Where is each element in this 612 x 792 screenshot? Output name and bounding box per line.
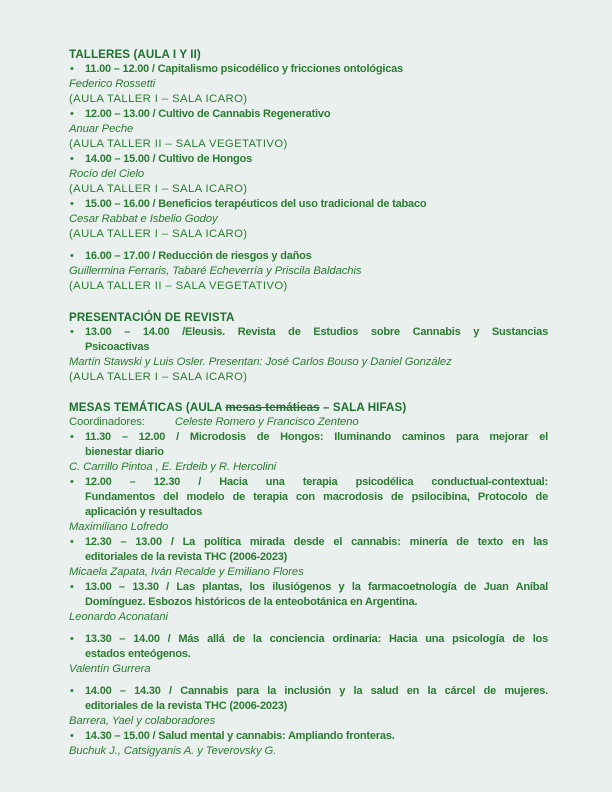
bullet-icon — [70, 535, 74, 550]
event-line: Fundamentos del modelo de terapia con macrodosis de psilocibina, Protocolo de — [85, 491, 548, 503]
event-taller-3 — [69, 152, 548, 197]
event-line: 11.30 – 12.00 / Microdosis de Hongos: Iluminando caminos para mejorar el — [85, 431, 548, 443]
event-mesa-3 — [69, 535, 548, 580]
event-line: editoriales de la revista THC (2006-2023) — [85, 551, 288, 563]
event-line: 14.00 – 14.30 / Cannabis para la inclusión y la salud en la cárcel de mujeres. — [85, 685, 548, 697]
section-mesas — [69, 400, 548, 759]
speaker-line: Anuar Peche — [69, 123, 134, 135]
speaker-line: Martín Stawski y Luis Osler. Presentan: José Carlos Bouso y Daniel González — [69, 356, 452, 368]
bullet-icon — [70, 107, 74, 122]
section-heading-mesas — [69, 400, 548, 415]
event-time-title — [69, 430, 548, 460]
heading-prefix: MESAS TEMÁTICAS (AULA — [69, 401, 226, 414]
speaker-line: Buchuk J., Catsigyanis A. y Teverovsky G. — [69, 745, 277, 757]
coordinators-line — [69, 415, 548, 430]
event-time-title — [69, 325, 548, 355]
event-line: 11.00 – 12.00 / Capitalismo psicodélico y fricciones ontológicas — [85, 63, 403, 75]
speaker-line: Federico Rossetti — [69, 78, 156, 90]
venue-line: (AULA TALLER I – SALA ICARO) — [69, 93, 248, 105]
event-line: aplicación y resultados — [85, 506, 203, 518]
bullet-icon — [70, 580, 74, 595]
event-time-title — [69, 475, 548, 520]
event-mesa-1 — [69, 430, 548, 475]
section-heading-talleres: TALLERES (AULA I Y II) — [69, 48, 201, 61]
event-line: editoriales de la revista THC (2006-2023) — [85, 700, 288, 712]
event-line: 12.00 – 12.30 / Hacia una terapia psicodélica conductual-contextual: — [85, 476, 548, 488]
section-heading-presentacion: PRESENTACIÓN DE REVISTA — [69, 311, 235, 324]
event-taller-1 — [69, 62, 548, 107]
event-time-title — [69, 249, 548, 264]
speaker-line: Barrera, Yael y colaboradores — [69, 715, 216, 727]
speaker-line: Micaela Zapata, Iván Recalde y Emiliano Flores — [69, 566, 304, 578]
speaker-line: Valentín Gurrera — [69, 663, 151, 675]
venue-line: (AULA TALLER I – SALA ICARO) — [69, 228, 248, 240]
event-taller-4 — [69, 197, 548, 242]
bullet-icon — [70, 197, 74, 212]
speaker-line: Cesar Rabbat e Isbelio Godoy — [69, 213, 218, 225]
event-time-title — [69, 62, 548, 77]
speaker-line: Guillermina Ferraris, Tabaré Echeverría y Priscila Baldachis — [69, 265, 362, 277]
event-line: 13.30 – 14.00 / Más allá de la conciencia ordinaria: Hacia una psicología de los — [85, 633, 548, 645]
event-line: 16.00 – 17.00 / Reducción de riesgos y daños — [85, 250, 312, 262]
venue-line: (AULA TALLER II – SALA VEGETATIVO) — [69, 280, 288, 292]
bullet-icon — [70, 325, 74, 340]
event-mesa-2 — [69, 475, 548, 535]
event-taller-5 — [69, 249, 548, 294]
event-time-title — [69, 107, 548, 122]
event-line: estados enteógenos. — [85, 648, 191, 660]
bullet-icon — [70, 152, 74, 167]
event-line: 13.00 – 13.30 / Las plantas, los ilusiógenos y la farmacoetnología de Juan Aníbal — [85, 581, 548, 593]
event-line: 14.30 – 15.00 / Salud mental y cannabis: Ampliando fronteras. — [85, 730, 395, 742]
coordinators-names: Celeste Romero y Francisco Zenteno — [174, 416, 359, 428]
event-mesa-6 — [69, 684, 548, 729]
section-talleres — [69, 47, 548, 294]
event-time-title — [69, 580, 548, 610]
bullet-icon — [70, 684, 74, 699]
event-line: 13.00 – 14.00 /Eleusis. Revista de Estudios sobre Cannabis y Sustancias — [85, 326, 548, 338]
speaker-line: Rocío del Cielo — [69, 168, 145, 180]
event-time-title — [69, 684, 548, 714]
bullet-icon — [70, 430, 74, 445]
event-line: 12.00 – 13.00 / Cultivo de Cannabis Regenerativo — [85, 108, 331, 120]
speaker-line: Leonardo Aconatani — [69, 611, 168, 623]
venue-line: (AULA TALLER I – SALA ICARO) — [69, 183, 248, 195]
event-presentacion-1 — [69, 325, 548, 385]
bullet-icon — [70, 249, 74, 264]
event-time-title — [69, 197, 548, 212]
event-mesa-5 — [69, 632, 548, 677]
heading-struck-text: mesas temáticas — [225, 401, 320, 414]
coordinators-label: Coordinadores: — [69, 416, 145, 428]
speaker-line: C. Carrillo Pintoa , E. Erdeib y R. Hercolini — [69, 461, 277, 473]
event-time-title — [69, 152, 548, 167]
event-time-title — [69, 729, 548, 744]
bullet-icon — [70, 632, 74, 647]
event-line: bienestar diario — [85, 446, 164, 458]
speaker-line: Maximiliano Lofredo — [69, 521, 169, 533]
bullet-icon — [70, 62, 74, 77]
section-presentacion — [69, 310, 548, 385]
event-time-title — [69, 535, 548, 565]
bullet-icon — [70, 475, 74, 490]
event-time-title — [69, 632, 548, 662]
venue-line: (AULA TALLER II – SALA VEGETATIVO) — [69, 138, 288, 150]
heading-suffix: – SALA HIFAS) — [319, 401, 407, 414]
event-line: Domínguez. Esbozos históricos de la enteobotánica en Argentina. — [85, 596, 418, 608]
event-line: Psicoactivas — [85, 341, 150, 353]
event-taller-2 — [69, 107, 548, 152]
event-mesa-4 — [69, 580, 548, 625]
event-line: 14.00 – 15.00 / Cultivo de Hongos — [85, 153, 253, 165]
venue-line: (AULA TALLER I – SALA ICARO) — [69, 371, 248, 383]
bullet-icon — [70, 729, 74, 744]
event-mesa-7 — [69, 729, 548, 759]
event-line: 12.30 – 13.00 / La política mirada desde el cannabis: minería de texto en las — [85, 536, 548, 548]
event-line: 15.00 – 16.00 / Beneficios terapéuticos del uso tradicional de tabaco — [85, 198, 427, 210]
